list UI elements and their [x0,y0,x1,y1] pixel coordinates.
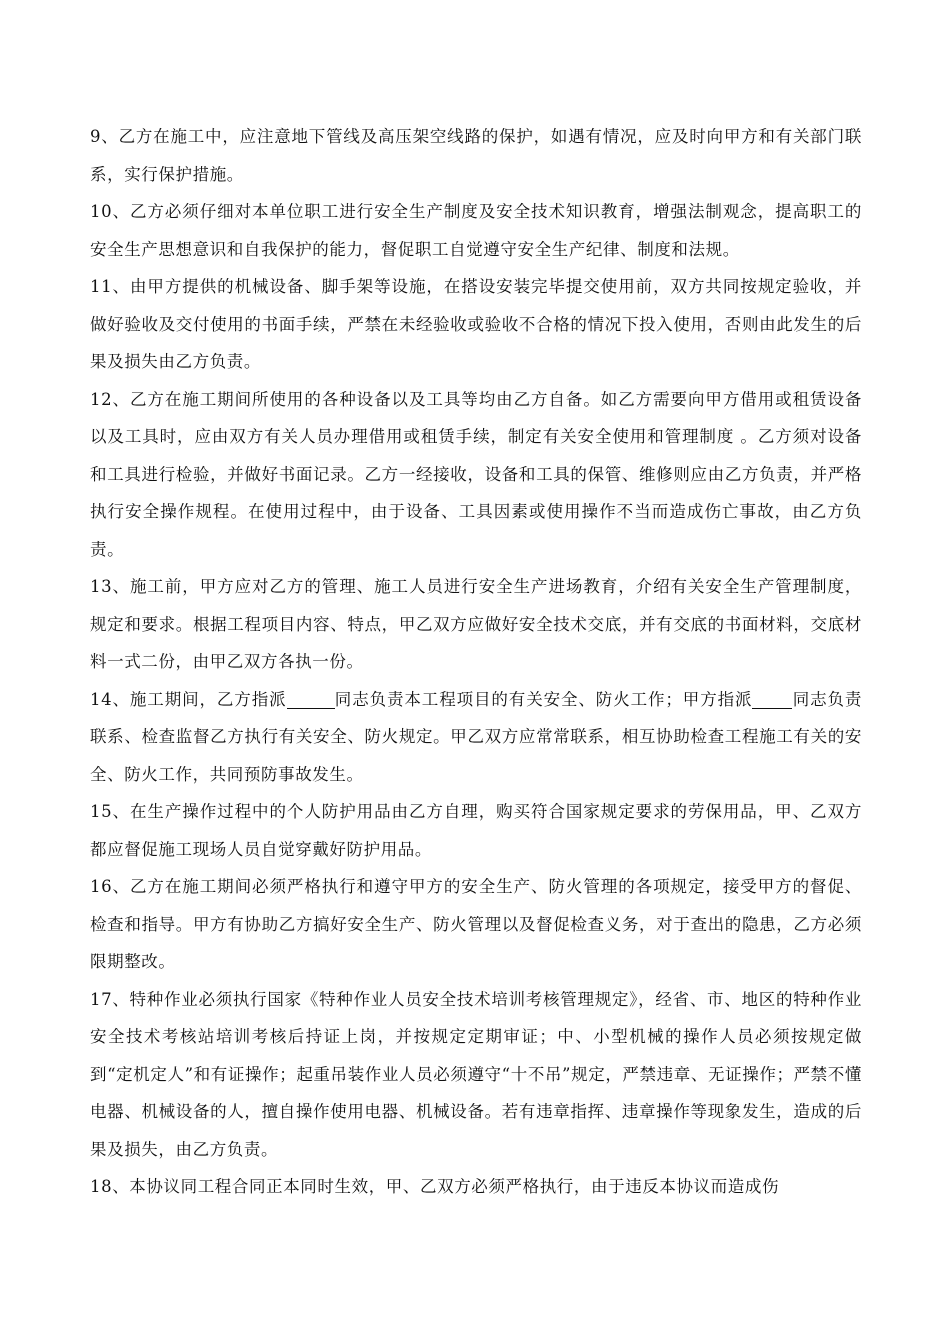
clause-14-part3: 同志负责联系、检查监督乙方执行有关安全、防火规定。甲乙双方应常常联系，相互协助检查工程施工有关的安全、防火工作，共同预防事故发生。 [90,689,862,784]
clause-14-part1: 14、施工期间，乙方指派 [90,689,287,709]
clause-15: 15、在生产操作过程中的个人防护用品由乙方自理，购买符合国家规定要求的劳保用品，甲、乙双方都应督促施工现场人员自觉穿戴好防护用品。 [90,802,862,859]
clause-10: 10、乙方必须仔细对本单位职工进行安全生产制度及安全技术知识教育，增强法制观念，提高职工的安全生产思想意识和自我保护的能力，督促职工自觉遵守安全生产纪律、制度和法规。 [90,202,862,259]
blank-line-owner-person [752,691,792,709]
clause-12: 12、乙方在施工期间所使用的各种设备以及工具等均由乙方自备。如乙方需要向甲方借用或租赁设备以及工具时，应由双方有关人员办理借用或租赁手续，制定有关安全使用和管理制度 。乙方须对设备和工具进行检验，并做好书面记录。乙方一经接收，设备和工具的保管、维修则应由乙方负责，并严格执行安全操作规程。在使用过程中，由于设备、工具因素或使用操作不当而造成伤亡事故，由乙方负责。 [90,389,862,559]
clause-16: 16、乙方在施工期间必须严格执行和遵守甲方的安全生产、防火管理的各项规定，接受甲方的督促、检查和指导。甲方有协助乙方搞好安全生产、防火管理以及督促检查义务，对于查出的隐患，乙方必须限期整改。 [90,877,862,971]
blank-line-contractor-person [287,691,335,709]
clause-17: 17、特种作业必须执行国家《特种作业人员安全技术培训考核管理规定》，经省、市、地区的特种作业安全技术考核站培训考核后持证上岗，并按规定定期审证；中、小型机械的操作人员必须按规定做到“定机定人”和有证操作；起重吊装作业人员必须遵守“十不吊”规定，严禁违章、无证操作；严禁不懂电器、机械设备的人，擅自操作使用电器、机械设备。若有违章指挥、违章操作等现象发生，造成的后果及损失，由乙方负责。 [90,989,862,1159]
clause-18: 18、本协议同工程合同正本同时生效，甲、乙双方必须严格执行，由于违反本协议而造成伤 [90,1177,780,1196]
clause-14-part2: 同志负责本工程项目的有关安全、防火工作；甲方指派 [334,689,753,709]
clause-9: 9、乙方在施工中，应注意地下管线及高压架空线路的保护，如遇有情况，应及时向甲方和有关部门联系，实行保护措施。 [90,127,862,184]
clause-13: 13、施工前，甲方应对乙方的管理、施工人员进行安全生产进场教育，介绍有关安全生产管理制度，规定和要求。根据工程项目内容、特点，甲乙双方应做好安全技术交底，并有交底的书面材料，交底材料一式二份，由甲乙双方各执一份。 [90,577,862,671]
clause-14 [90,681,862,794]
clause-11: 11、由甲方提供的机械设备、脚手架等设施，在搭设安装完毕提交使用前，双方共同按规定验收，并做好验收及交付使用的书面手续，严禁在未经验收或验收不合格的情况下投入使用，否则由此发生的后果及损失由乙方负责。 [90,277,862,371]
document-body [90,118,862,1206]
